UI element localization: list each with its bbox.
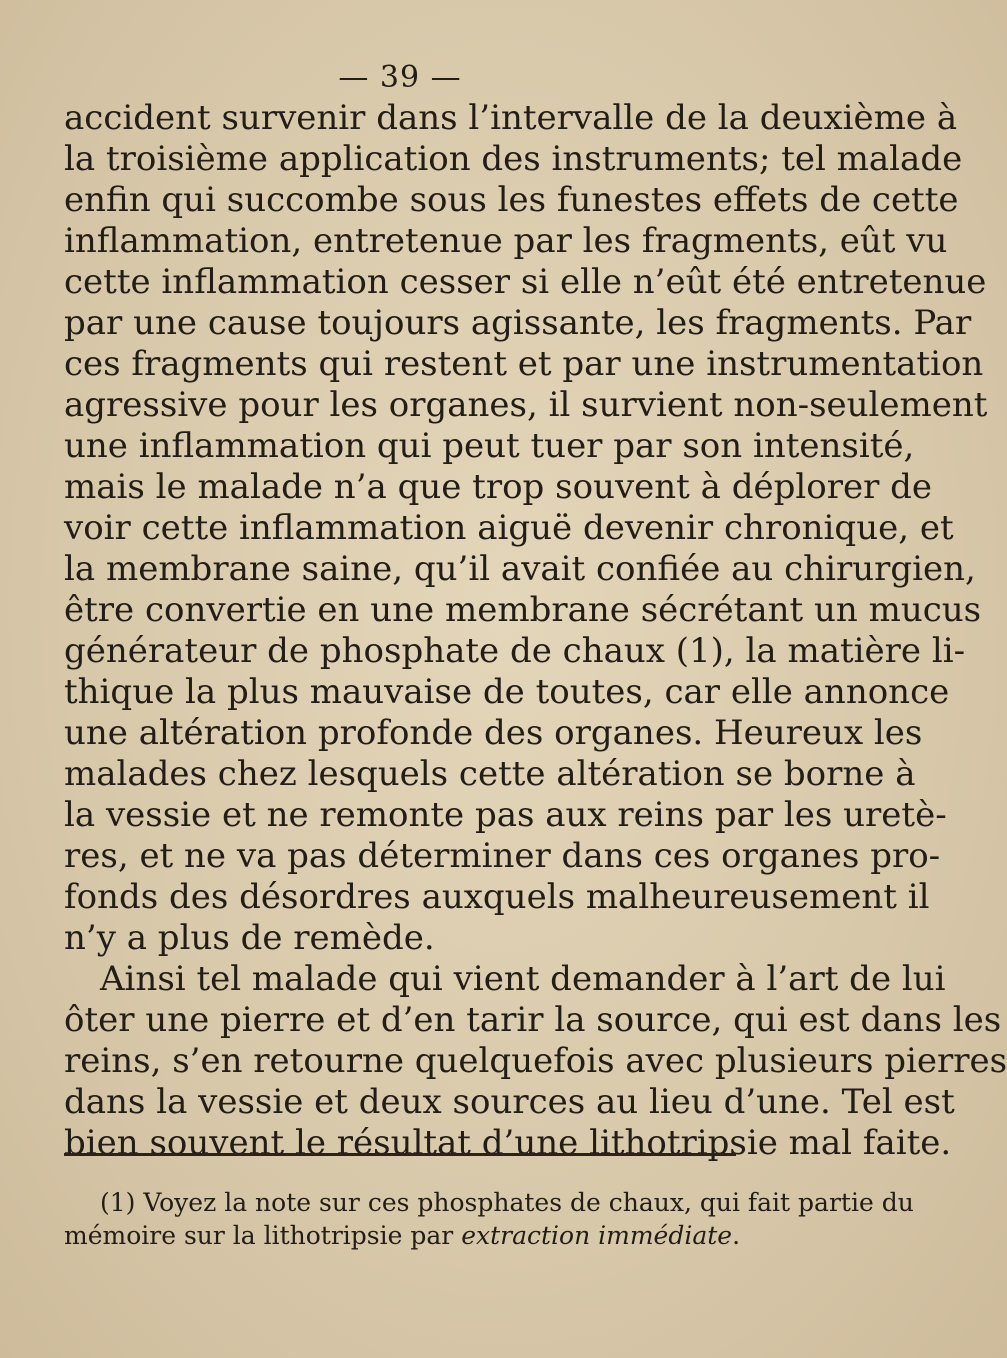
footnote-line bbox=[64, 1219, 741, 1253]
text-line: la membrane saine, qu’il avait confiée au chirurgien, bbox=[64, 549, 976, 589]
text-line: n’y a plus de remède. bbox=[64, 918, 435, 958]
text-line: ces fragments qui restent et par une instrumentation bbox=[64, 344, 984, 384]
text-line: être convertie en une membrane sécrétant un mucus bbox=[64, 590, 982, 630]
text-line: dans la vessie et deux sources au lieu d’une. Tel est bbox=[64, 1082, 955, 1122]
text-line: thique la plus mauvaise de toutes, car elle annonce bbox=[64, 672, 950, 712]
text-line: la vessie et ne remonte pas aux reins par les uretè- bbox=[64, 795, 947, 835]
text-line: agressive pour les organes, il survient non-seulement bbox=[64, 385, 988, 425]
text-line: une inflammation qui peut tuer par son intensité, bbox=[64, 426, 915, 466]
text-line: voir cette inflammation aiguë devenir chronique, et bbox=[64, 508, 954, 548]
footnote-separator bbox=[64, 1153, 736, 1156]
text-line: générateur de phosphate de chaux (1), la matière li- bbox=[64, 631, 966, 671]
text-line: mais le malade n’a que trop souvent à déplorer de bbox=[64, 467, 933, 507]
text-line: ôter une pierre et d’en tarir la source, qui est dans les bbox=[64, 1000, 1002, 1040]
text-line: enfin qui succombe sous les funestes effets de cette bbox=[64, 180, 959, 220]
text-line: accident survenir dans l’intervalle de la deuxième à bbox=[64, 98, 958, 138]
footnote-italic-text: extraction immédiate bbox=[461, 1221, 733, 1250]
text-line: res, et ne va pas déterminer dans ces organes pro- bbox=[64, 836, 941, 876]
text-line: Ainsi tel malade qui vient demander à l’art de lui bbox=[100, 959, 946, 999]
page-number: — 39 — bbox=[338, 60, 462, 95]
text-line: une altération profonde des organes. Heureux les bbox=[64, 713, 923, 753]
footnote-line: (1) Voyez la note sur ces phosphates de chaux, qui fait partie du bbox=[100, 1188, 914, 1217]
text-line: inflammation, entretenue par les fragments, eût vu bbox=[64, 221, 948, 261]
text-line: la troisième application des instruments; tel malade bbox=[64, 139, 963, 179]
text-line: reins, s’en retourne quelquefois avec plusieurs pierres bbox=[64, 1041, 1007, 1081]
text-line: cette inflammation cesser si elle n’eût été entretenue bbox=[64, 262, 987, 302]
text-line: malades chez lesquels cette altération se borne à bbox=[64, 754, 916, 794]
text-line: par une cause toujours agissante, les fragments. Par bbox=[64, 303, 972, 343]
text-line: bien souvent le résultat d’une lithotripsie mal faite. bbox=[64, 1123, 952, 1163]
text-line: fonds des désordres auxquels malheureusement il bbox=[64, 877, 930, 917]
footnote-text: . bbox=[732, 1221, 741, 1250]
footnote-text: mémoire sur la lithotripsie par bbox=[64, 1221, 462, 1250]
